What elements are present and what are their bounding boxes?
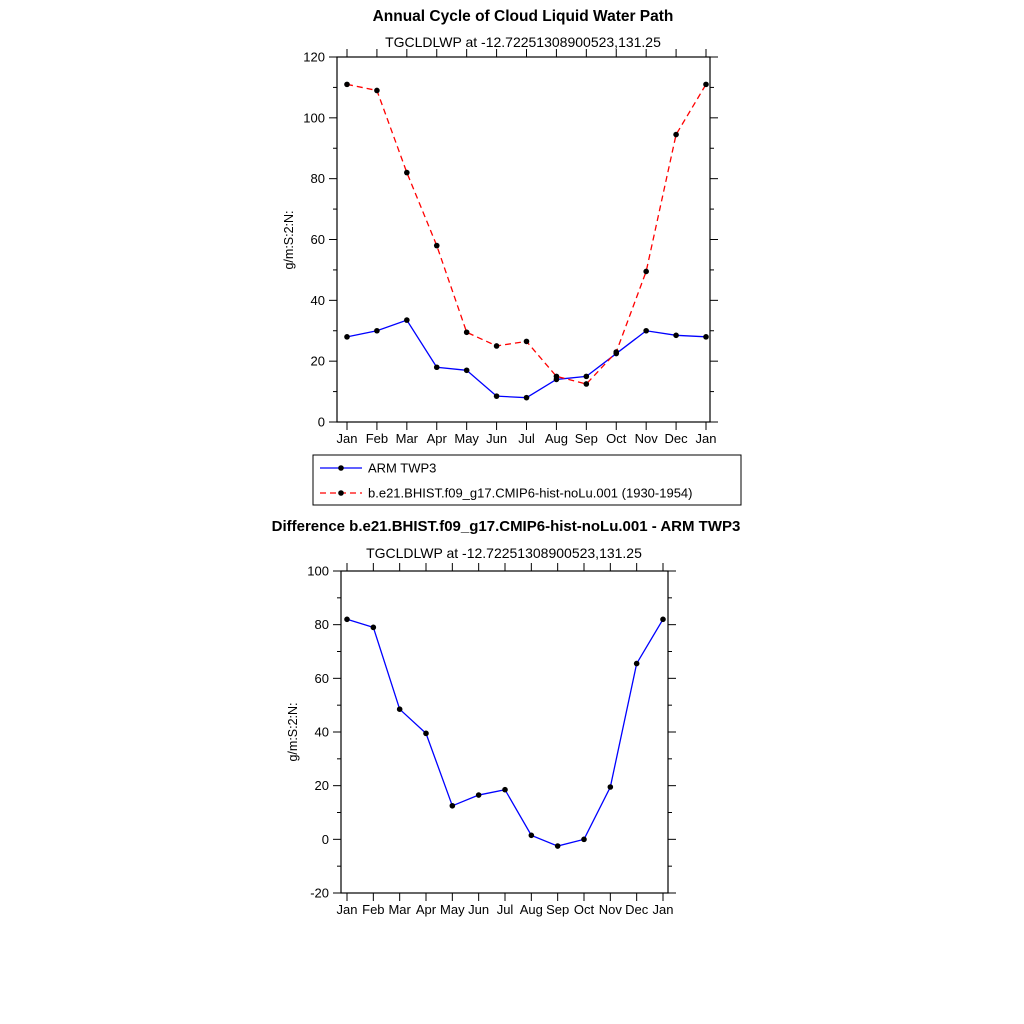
x-axis-tick-label: Mar (395, 431, 419, 446)
data-point-marker (404, 170, 410, 176)
data-point-marker (524, 395, 530, 401)
data-point-marker (464, 367, 470, 373)
data-point-marker (476, 792, 482, 798)
y-axis-tick-label: -20 (310, 885, 329, 901)
y-axis-tick-label: 0 (321, 831, 329, 847)
data-point-marker (423, 731, 429, 737)
data-point-marker (344, 334, 350, 340)
y-axis-tick-label: 40 (310, 292, 325, 308)
data-point-marker (673, 333, 679, 339)
y-axis-tick-label: 20 (310, 353, 325, 369)
x-axis-tick-label: Jan (336, 902, 358, 917)
x-axis-tick-label: Mar (388, 902, 411, 917)
data-point-marker (434, 364, 440, 370)
x-axis-tick-label: May (440, 902, 465, 917)
data-point-marker (660, 617, 666, 623)
x-axis-tick-label: Dec (625, 902, 649, 917)
data-point-marker (554, 374, 560, 380)
data-point-marker (494, 343, 500, 349)
x-axis-tick-label: Feb (365, 431, 389, 446)
legend-marker (338, 465, 344, 471)
x-axis-tick-label: Oct (606, 431, 627, 446)
data-point-marker (344, 82, 350, 88)
data-point-marker (584, 381, 590, 387)
diff-chart-subtitle: TGCLDLWP at -12.72251308900523,131.25 (366, 545, 642, 561)
data-point-marker (374, 88, 380, 94)
data-point-marker (524, 339, 530, 345)
x-axis-tick-label: Sep (546, 902, 570, 917)
data-point-marker (397, 706, 403, 712)
y-axis-tick-label: 120 (303, 49, 325, 65)
y-axis-tick-label: 60 (310, 232, 325, 247)
top-chart-y-axis-label: g/m:S:2:N: (282, 210, 296, 270)
top-chart-legend (313, 455, 741, 505)
legend-label: ARM TWP3 (368, 460, 437, 476)
x-axis-tick-label: Aug (544, 431, 568, 446)
plot-frame (337, 57, 710, 422)
diff-plot-area (307, 563, 676, 917)
x-axis-tick-label: Feb (362, 902, 385, 917)
x-axis-tick-label: Sep (574, 431, 598, 446)
top-plot-area (303, 49, 718, 446)
data-point-marker (555, 843, 561, 849)
x-axis-tick-label: Apr (415, 902, 437, 917)
data-point-marker (494, 393, 500, 399)
y-axis-tick-label: 80 (314, 617, 329, 633)
x-axis-tick-label: Jan (652, 902, 674, 917)
data-point-marker (502, 787, 508, 793)
legend-marker (338, 490, 344, 496)
x-axis-tick-label: Jul (518, 431, 535, 446)
diff-chart-y-axis-label: g/m:S:2:N: (286, 702, 300, 762)
data-point-marker (643, 269, 649, 275)
series-line-0 (347, 320, 706, 398)
data-point-marker (371, 625, 377, 631)
data-point-marker (584, 374, 590, 380)
data-point-marker (374, 328, 380, 334)
y-axis-tick-label: 40 (314, 724, 329, 740)
data-point-marker (703, 334, 709, 340)
legend-label: b.e21.BHIST.f09_g17.CMIP6-hist-noLu.001 (1930-1954) (368, 485, 693, 501)
y-axis-tick-label: 80 (310, 171, 325, 187)
x-axis-tick-label: Nov (598, 902, 622, 917)
x-axis-tick-label: Jun (486, 431, 508, 446)
x-axis-tick-label: Aug (519, 902, 543, 917)
data-point-marker (404, 317, 410, 323)
data-point-marker (673, 132, 679, 138)
series-line-0 (347, 619, 663, 846)
y-axis-tick-label: 100 (303, 110, 325, 126)
y-axis-tick-label: 100 (307, 563, 329, 579)
x-axis-tick-label: Jun (468, 902, 490, 917)
data-point-marker (581, 837, 587, 843)
data-point-marker (703, 82, 709, 88)
data-point-marker (613, 349, 619, 355)
x-axis-tick-label: Oct (573, 902, 595, 917)
data-point-marker (634, 661, 640, 667)
y-axis-tick-label: 0 (317, 414, 325, 430)
x-axis-tick-label: Jan (695, 431, 717, 446)
data-point-marker (344, 617, 350, 623)
x-axis-tick-label: Jul (496, 902, 514, 917)
data-point-marker (450, 803, 456, 809)
data-point-marker (608, 784, 614, 790)
x-axis-tick-label: May (454, 431, 479, 446)
x-axis-tick-label: Dec (664, 431, 688, 446)
plot-frame (341, 571, 668, 893)
x-axis-tick-label: Nov (634, 431, 658, 446)
data-point-marker (434, 243, 440, 249)
x-axis-tick-label: Jan (336, 431, 358, 446)
y-axis-tick-label: 60 (314, 670, 329, 686)
top-chart-title: Annual Cycle of Cloud Liquid Water Path (372, 8, 674, 25)
y-axis-tick-label: 20 (314, 778, 329, 794)
data-point-marker (643, 328, 649, 334)
data-point-marker (529, 833, 535, 839)
data-point-marker (464, 329, 470, 335)
diff-chart-title: Difference b.e21.BHIST.f09_g17.CMIP6-hist-noLu.001 - ARM TWP3 (271, 518, 741, 535)
x-axis-tick-label: Apr (426, 431, 447, 446)
top-chart-subtitle: TGCLDLWP at -12.72251308900523,131.25 (385, 34, 661, 50)
